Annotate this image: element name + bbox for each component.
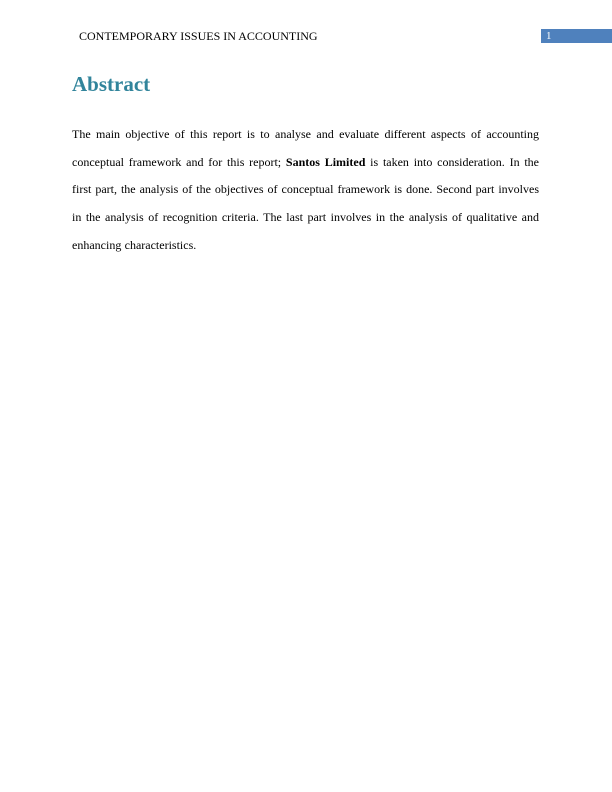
page-header bbox=[0, 28, 612, 44]
running-head: CONTEMPORARY ISSUES IN ACCOUNTING bbox=[79, 29, 318, 43]
abstract-text-part2: is taken into consideration. In the first part, the analysis of the objectives of conceptual framework is done. Second part involves in the analysis of recognition criteria. The last part involves in the analysis of qualitative and enhancing characteristics. bbox=[72, 154, 540, 252]
page-number: 1 bbox=[546, 30, 552, 42]
abstract-text-part1: The main objective of this report is to analyse and evaluate different aspects of accounting conceptual framework and for this report; bbox=[72, 127, 539, 169]
abstract-paragraph bbox=[72, 121, 539, 260]
company-name: Santos Limited bbox=[285, 154, 366, 169]
page-number-box bbox=[541, 29, 612, 43]
abstract-heading: Abstract bbox=[72, 72, 151, 96]
